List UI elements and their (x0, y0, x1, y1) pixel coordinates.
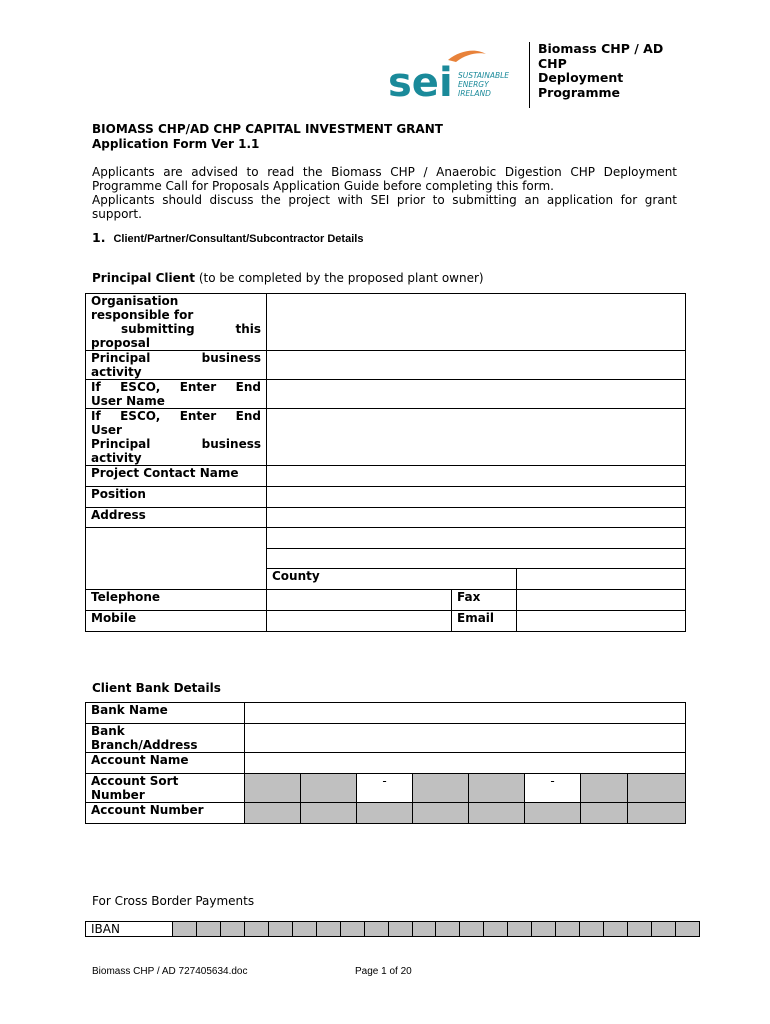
contact-name-field[interactable] (267, 466, 686, 487)
sei-logo-graphic (388, 46, 520, 102)
telephone-field[interactable] (267, 590, 452, 611)
esco-business-field[interactable] (267, 409, 686, 466)
contact-name-label: Project Contact Name (86, 466, 267, 487)
iban-digit[interactable] (628, 922, 652, 937)
business-activity-field[interactable] (267, 351, 686, 380)
header-divider (529, 42, 530, 108)
account-number-digit[interactable] (581, 803, 628, 824)
mobile-field[interactable] (267, 611, 452, 632)
svg-text:IRELAND: IRELAND (458, 89, 491, 98)
document-subtitle: Application Form Ver 1.1 (92, 137, 260, 151)
account-name-label: Account Name (86, 753, 245, 774)
sort-code-digit[interactable] (245, 774, 301, 803)
iban-digit[interactable] (364, 922, 388, 937)
address-label: Address (86, 508, 267, 528)
account-number-digit[interactable] (413, 803, 469, 824)
sort-code-separator: - (525, 774, 581, 803)
iban-digit[interactable] (340, 922, 364, 937)
sort-code-digit[interactable] (628, 774, 686, 803)
iban-table (85, 921, 700, 937)
organisation-label: Organisation responsible for submitting this proposal (86, 294, 267, 351)
bank-details-heading: Client Bank Details (92, 681, 221, 695)
fax-label: Fax (452, 590, 517, 611)
bank-branch-field[interactable] (245, 724, 686, 753)
section-number: 1. (92, 230, 106, 245)
iban-digit[interactable] (268, 922, 292, 937)
sort-code-digit[interactable] (581, 774, 628, 803)
svg-text:sei: sei (388, 60, 453, 102)
svg-text:SUSTAINABLE: SUSTAINABLE (458, 71, 510, 80)
iban-digit[interactable] (412, 922, 436, 937)
county-field[interactable] (517, 569, 686, 590)
programme-line: Programme (538, 84, 620, 100)
iban-digit[interactable] (652, 922, 676, 937)
email-label: Email (452, 611, 517, 632)
section-label: Client/Partner/Consultant/Subcontractor Details (113, 233, 364, 245)
telephone-label: Telephone (86, 590, 267, 611)
esco-business-label: If ESCO, Enter End User Principal business activity (86, 409, 267, 466)
iban-digit[interactable] (532, 922, 556, 937)
iban-digit[interactable] (508, 922, 532, 937)
account-name-field[interactable] (245, 753, 686, 774)
programme-line: CHP (538, 55, 567, 71)
iban-digit[interactable] (676, 922, 700, 937)
bank-details-table (85, 702, 686, 824)
bank-name-label: Bank Name (86, 703, 245, 724)
footer-page-number: Page 1 of 20 (355, 966, 412, 977)
iban-digit[interactable] (556, 922, 580, 937)
iban-digit[interactable] (220, 922, 244, 937)
sei-logo (388, 46, 520, 102)
position-label: Position (86, 487, 267, 508)
iban-digit[interactable] (173, 922, 197, 937)
account-number-digit[interactable] (301, 803, 357, 824)
programme-line: Biomass CHP / AD (538, 41, 664, 56)
sort-code-digit[interactable] (301, 774, 357, 803)
iban-digit[interactable] (460, 922, 484, 937)
principal-client-heading (92, 271, 484, 285)
sort-code-digit[interactable] (469, 774, 525, 803)
iban-digit[interactable] (292, 922, 316, 937)
mobile-label: Mobile (86, 611, 267, 632)
principal-client-table (85, 293, 686, 632)
iban-digit[interactable] (436, 922, 460, 937)
iban-digit[interactable] (316, 922, 340, 937)
document-title: BIOMASS CHP/AD CHP CAPITAL INVESTMENT GRANT (92, 122, 443, 136)
principal-client-note: (to be completed by the proposed plant owner) (198, 271, 484, 285)
organisation-field[interactable] (267, 294, 686, 351)
account-number-digit[interactable] (245, 803, 301, 824)
account-number-digit[interactable] (525, 803, 581, 824)
principal-client-title: Principal Client (92, 271, 196, 285)
iban-digit[interactable] (196, 922, 220, 937)
svg-text:ENERGY: ENERGY (458, 80, 489, 89)
iban-digit[interactable] (604, 922, 628, 937)
intro-paragraph: Applicants are advised to read the Biomass CHP / Anaerobic Digestion CHP Deployment Programme Call for Proposals Application Guide before completing this form. (92, 165, 677, 193)
address-line-1[interactable] (267, 508, 686, 528)
account-number-label: Account Number (86, 803, 245, 824)
sort-code-digit[interactable] (413, 774, 469, 803)
sort-code-label: Account Sort Number (86, 774, 245, 803)
section-heading (92, 230, 363, 245)
esco-user-name-field[interactable] (267, 380, 686, 409)
iban-digit[interactable] (388, 922, 412, 937)
account-number-digit[interactable] (469, 803, 525, 824)
cross-border-heading: For Cross Border Payments (92, 894, 255, 908)
bank-branch-label: Bank Branch/Address (86, 724, 245, 753)
county-label: County (267, 569, 517, 590)
esco-user-name-label: If ESCO, Enter End User Name (86, 380, 267, 409)
iban-digit[interactable] (244, 922, 268, 937)
intro-paragraph: Applicants should discuss the project with SEI prior to submitting an application for grant support. (92, 193, 677, 221)
sort-code-separator: - (357, 774, 413, 803)
fax-field[interactable] (517, 590, 686, 611)
iban-digit[interactable] (580, 922, 604, 937)
address-line-2[interactable] (267, 528, 686, 549)
position-field[interactable] (267, 487, 686, 508)
footer-filename: Biomass CHP / AD 727405634.doc (92, 966, 248, 977)
bank-name-field[interactable] (245, 703, 686, 724)
intro-text (92, 165, 677, 221)
iban-digit[interactable] (484, 922, 508, 937)
programme-line: Deployment (538, 70, 624, 85)
email-field[interactable] (517, 611, 686, 632)
address-line-3[interactable] (267, 549, 686, 569)
account-number-digit[interactable] (628, 803, 686, 824)
business-activity-label: Principal business activity (86, 351, 267, 380)
iban-label: IBAN (86, 922, 173, 937)
programme-name (538, 42, 678, 100)
account-number-digit[interactable] (357, 803, 413, 824)
address-label-blank (86, 528, 267, 590)
